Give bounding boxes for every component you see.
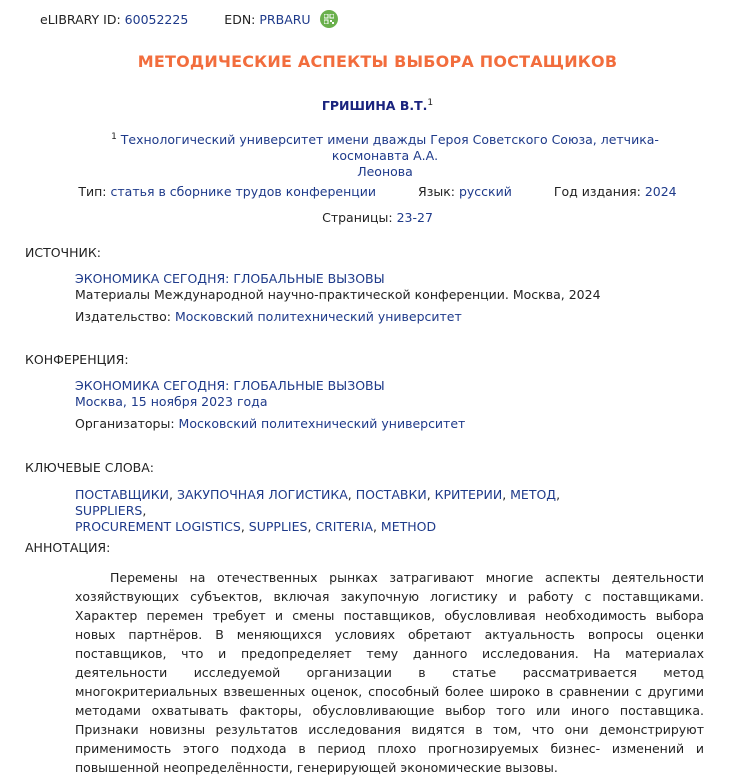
year-value: 2024 xyxy=(644,184,677,199)
keyword-link[interactable]: SUPPLIERS xyxy=(75,503,143,518)
organizers-label: Организаторы: xyxy=(75,416,175,431)
keywords-heading: КЛЮЧЕВЫЕ СЛОВА: xyxy=(25,460,155,475)
source-name-link[interactable]: ЭКОНОМИКА СЕГОДНЯ: ГЛОБАЛЬНЫЕ ВЫЗОВЫ xyxy=(75,271,385,286)
pages-line xyxy=(0,210,755,225)
organizer-link[interactable]: Московский политехнический университет xyxy=(178,416,466,431)
conference-heading: КОНФЕРЕНЦИЯ: xyxy=(25,352,129,367)
source-description: Материалы Международной научно-практической конференции. Москва, 2024 xyxy=(75,287,601,302)
affiliation-marker: 1 xyxy=(111,132,117,142)
language-value: русский xyxy=(458,184,512,199)
year-label: Год издания: xyxy=(553,184,641,199)
qr-code-icon[interactable] xyxy=(320,10,338,28)
elibrary-id-label: eLIBRARY ID: xyxy=(40,11,121,27)
abstract-text: Перемены на отечественных рынках затрагивают многие аспекты деятельности хозяйствующих субъектов, включая закупочную логистику и работу с поставщиками. Характер перемен требует и смены поставщиков, обусловливая необходимость выбора новых партнёров. В меняющихся условиях обретают актуальность вопросы оценки поставщиков, что и предопределяет тему данного исследования. На материалах деятельности исследуемой организации в статье рассматривается метод многокритериальных взвешенных оценок, способный более широко в сравнении с другими методами охватывать факторы, обусловливающие выбор того или иного поставщика. Признаки новизны результатов исследования видятся в том, что они демонстрируют применимость этого подхода в период плохо прогнозируемых бизнес- изменений и повышенной неопределённости, генерирующей экономические вызовы. xyxy=(75,570,704,775)
author-line xyxy=(0,98,755,113)
source-heading: ИСТОЧНИК: xyxy=(25,245,101,260)
keyword-link[interactable]: PROCUREMENT LOGISTICS xyxy=(75,519,241,534)
keyword-link[interactable]: КРИТЕРИИ xyxy=(434,487,503,502)
conference-block xyxy=(75,378,465,432)
conference-name-link[interactable]: ЭКОНОМИКА СЕГОДНЯ: ГЛОБАЛЬНЫЕ ВЫЗОВЫ xyxy=(75,378,385,393)
publisher-link[interactable]: Московский политехнический университет xyxy=(175,309,462,324)
keyword-link[interactable]: ПОСТАВЩИКИ xyxy=(75,487,169,502)
type-value: статья в сборнике трудов конференции xyxy=(110,184,377,199)
edn-link[interactable]: PRBARU xyxy=(259,11,311,27)
conference-place-date[interactable]: Москва, 15 ноября 2023 года xyxy=(75,394,268,409)
elibrary-id-value: 60052225 xyxy=(124,11,189,27)
affiliation-link-line2[interactable]: Леонова xyxy=(357,164,413,180)
keyword-link[interactable]: ПОСТАВКИ xyxy=(355,487,427,502)
keyword-link[interactable]: МЕТОД xyxy=(510,487,557,502)
keyword-link[interactable]: SUPPLIES xyxy=(248,519,308,534)
identifiers-bar xyxy=(40,10,338,28)
type-label: Тип: xyxy=(78,184,107,199)
edn-label: EDN: xyxy=(224,11,256,27)
keyword-link[interactable]: METHOD xyxy=(380,519,437,534)
keyword-link[interactable]: ЗАКУПОЧНАЯ ЛОГИСТИКА xyxy=(176,487,348,502)
publisher-label: Издательство: xyxy=(75,309,172,324)
keywords-list: ПОСТАВЩИКИ, ЗАКУПОЧНАЯ ЛОГИСТИКА, ПОСТАВКИ, КРИТЕРИИ, МЕТОД, SUPPLIERS, PROCUREMENT LOGISTICS, SUPPLIES, CRITERIA, METHOD xyxy=(75,487,561,534)
author-affiliation-marker: 1 xyxy=(427,98,434,108)
source-block xyxy=(75,271,601,325)
pages-value: 23-27 xyxy=(396,210,433,225)
author-name-link[interactable]: ГРИШИНА В.Т. xyxy=(321,98,428,114)
meta-line xyxy=(0,184,755,199)
affiliation xyxy=(75,129,695,180)
article-title: МЕТОДИЧЕСКИЕ АСПЕКТЫ ВЫБОРА ПОСТАЩИКОВ xyxy=(137,52,618,71)
keyword-link[interactable]: CRITERIA xyxy=(315,519,373,534)
pages-label: Страницы: xyxy=(322,210,393,225)
abstract-heading: АННОТАЦИЯ: xyxy=(25,540,111,555)
abstract-text-block xyxy=(75,568,704,777)
language-label: Язык: xyxy=(418,184,455,199)
affiliation-link-line1[interactable]: Технологический университет имени дважды Героя Советского Союза, летчика-космонавта А.А. xyxy=(120,132,659,164)
